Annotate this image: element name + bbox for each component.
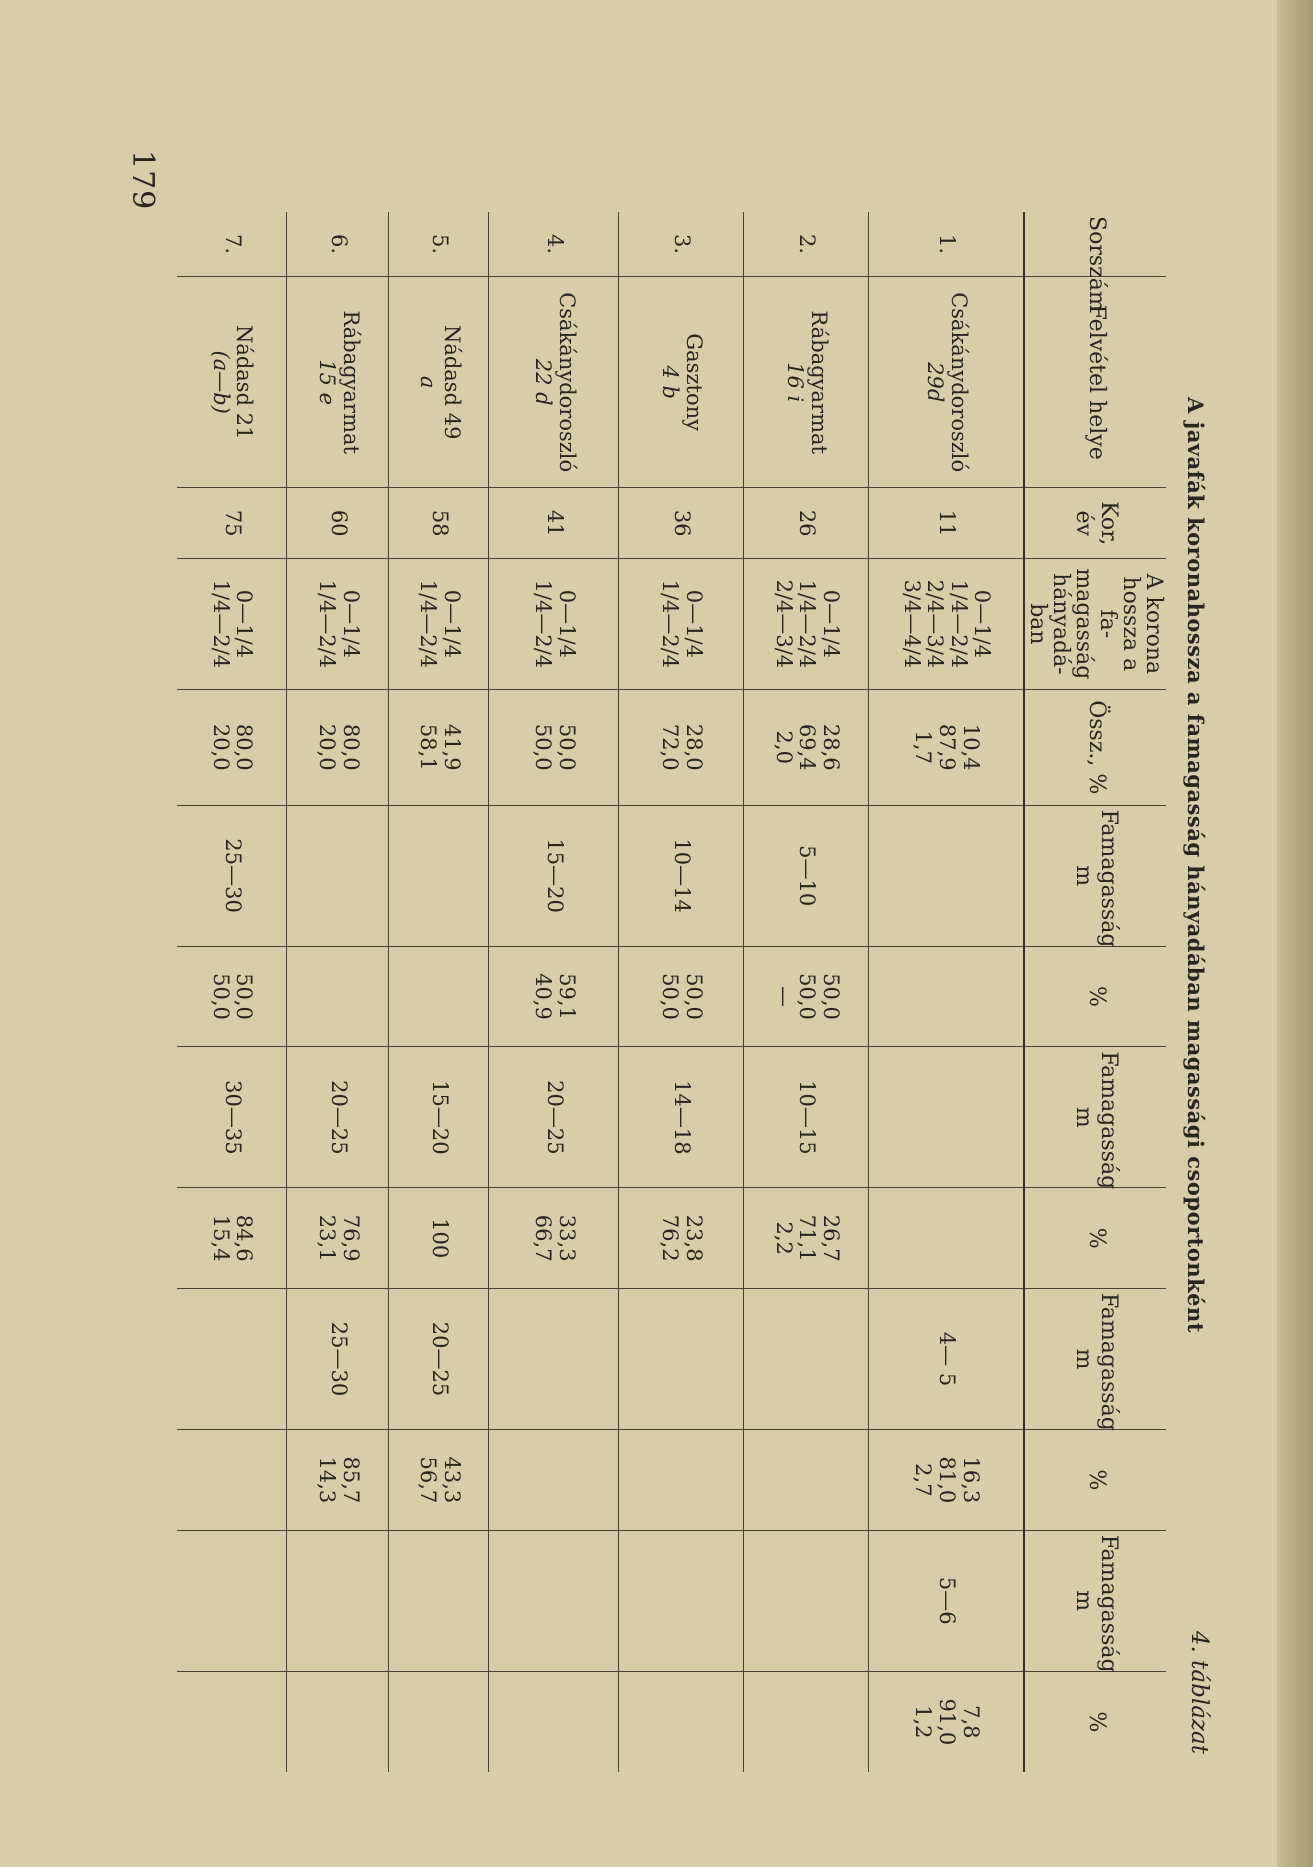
height-class-3	[619, 1289, 744, 1430]
height-class-1: 15—20	[489, 805, 619, 946]
height-pct-2-line: 33,3	[554, 1214, 579, 1262]
height-class-4	[744, 1530, 869, 1671]
height-pct-2-line: 2,2	[771, 1221, 796, 1255]
row-number: 3.	[670, 233, 695, 254]
age-cell: 41	[489, 488, 619, 558]
rotated-table-page	[170, 170, 1218, 1790]
height-pct-2-line: 76,2	[658, 1214, 683, 1262]
place-name: Nádasd 49	[439, 324, 464, 440]
height-pct-2-line: 66,7	[531, 1214, 555, 1262]
age-cell: 36	[619, 488, 744, 558]
header-row	[1024, 212, 1166, 1772]
height-class-4	[619, 1530, 744, 1671]
place-name: Rábagyarmat	[338, 310, 363, 454]
table-row	[744, 212, 869, 1772]
table-title: A javafák koronahossza a famagasság hányadában magassági csoportonként	[1183, 397, 1208, 1333]
total-pct-cell	[744, 689, 869, 805]
height-pct-1-line: 50,0	[658, 973, 683, 1020]
height-pct-1	[287, 946, 389, 1047]
place-cell	[389, 276, 489, 487]
height-pct-4	[619, 1671, 744, 1772]
height-pct-1-line: 50,0	[208, 973, 233, 1020]
height-pct-2-line: 15,4	[208, 1214, 233, 1262]
crown-fraction-cell-line: 2/4—3/4	[771, 579, 796, 669]
height-pct-2-line: 26,7	[818, 1214, 843, 1262]
height-pct-2	[619, 1188, 744, 1289]
height-pct-2-line: 23,8	[682, 1214, 707, 1262]
height-class-1	[869, 805, 1024, 946]
total-pct-cell-line: 80,0	[232, 723, 257, 771]
crown-fraction-cell-line: 0—1/4	[970, 589, 995, 658]
total-pct-cell	[869, 689, 1024, 805]
height-pct-2	[177, 1188, 287, 1289]
scan-binding-edge	[1277, 0, 1313, 1867]
table-label: 4. táblázat	[1186, 1630, 1212, 1754]
height-class-4	[287, 1530, 389, 1671]
height-class-3	[489, 1289, 619, 1430]
height-pct-2	[389, 1188, 489, 1289]
height-pct-4	[287, 1671, 389, 1772]
place-name: Nádasd 21	[232, 324, 257, 440]
place-cell	[869, 276, 1024, 487]
height-class-2: 20—25	[489, 1047, 619, 1188]
crown-fraction-cell	[869, 558, 1024, 689]
table-row	[489, 212, 619, 1772]
crown-fraction-cell	[744, 558, 869, 689]
header-sorszam: Sorszám	[1024, 212, 1166, 276]
height-pct-1-line: 59,1	[554, 973, 579, 1020]
total-pct-cell-line: 2,0	[771, 730, 796, 764]
height-pct-4	[744, 1671, 869, 1772]
crown-fraction-cell-line: 0—1/4	[818, 589, 843, 658]
crown-fraction-cell-line: 0—1/4	[682, 589, 707, 658]
age-cell: 11	[869, 488, 1024, 558]
height-class-3: 25—30	[287, 1289, 389, 1430]
height-pct-2	[287, 1188, 389, 1289]
height-class-2	[869, 1047, 1024, 1188]
header-pct-3: %	[1024, 1430, 1166, 1531]
age-cell: 58	[389, 488, 489, 558]
place-code: (a—b)	[208, 350, 233, 414]
height-pct-3	[619, 1430, 744, 1531]
height-pct-1-line: —	[771, 985, 796, 1007]
height-pct-2-line: 71,1	[795, 1214, 820, 1262]
height-class-3	[177, 1289, 287, 1430]
header-pct-2: %	[1024, 1188, 1166, 1289]
header-height-2: Famagasság m	[1024, 1047, 1166, 1188]
height-pct-4-line: 91,0	[935, 1698, 960, 1746]
table-row	[177, 212, 287, 1772]
crown-fraction-cell	[389, 558, 489, 689]
header-age: Kor, év	[1024, 488, 1166, 558]
height-class-1	[287, 805, 389, 946]
total-pct-cell-line: 20,0	[315, 723, 339, 771]
total-pct-cell-line: 28,6	[818, 723, 843, 771]
height-class-4: 5—6	[869, 1530, 1024, 1671]
height-pct-2-line: 100	[427, 1218, 452, 1259]
height-pct-1	[744, 946, 869, 1047]
crown-fraction-cell-line: 0—1/4	[232, 589, 257, 658]
crown-fraction-cell-line: 1/4—2/4	[658, 579, 683, 669]
total-pct-cell-line: 87,9	[935, 723, 960, 771]
crown-fraction-cell	[177, 558, 287, 689]
height-class-1: 5—10	[744, 805, 869, 946]
crown-length-table	[177, 212, 1166, 1772]
place-cell	[744, 276, 869, 487]
place-name: Csákánydoroszló	[946, 292, 971, 473]
table-row	[287, 212, 389, 1772]
total-pct-cell-line: 69,4	[795, 723, 820, 771]
height-pct-1	[177, 946, 287, 1047]
height-class-2: 15—20	[389, 1047, 489, 1188]
crown-fraction-cell	[489, 558, 619, 689]
crown-fraction-cell-line: 3/4—4/4	[899, 579, 924, 669]
place-code: 29d	[923, 362, 948, 403]
height-pct-4	[177, 1671, 287, 1772]
age-cell: 75	[177, 488, 287, 558]
height-class-4	[177, 1530, 287, 1671]
height-pct-2-line: 23,1	[315, 1214, 339, 1262]
height-pct-3-line: 14,3	[315, 1456, 339, 1504]
height-pct-1	[869, 946, 1024, 1047]
total-pct-cell-line: 20,0	[208, 723, 233, 771]
height-class-1: 10—14	[619, 805, 744, 946]
height-pct-1-line: 50,0	[682, 973, 707, 1020]
height-pct-4	[489, 1671, 619, 1772]
height-pct-4-line: 1,2	[911, 1705, 936, 1739]
height-pct-1	[389, 946, 489, 1047]
height-pct-3-line: 85,7	[338, 1456, 363, 1504]
row-number: 4.	[542, 233, 567, 254]
row-number: 6.	[326, 233, 351, 254]
place-cell	[177, 276, 287, 487]
age-cell: 26	[744, 488, 869, 558]
height-pct-4-line: 7,8	[958, 1705, 983, 1739]
crown-fraction-cell	[287, 558, 389, 689]
height-pct-4	[389, 1671, 489, 1772]
page-number: 179	[125, 150, 160, 211]
header-total: Össz., %	[1024, 689, 1166, 805]
crown-fraction-cell-line: 1/4—2/4	[795, 579, 820, 669]
total-pct-cell	[287, 689, 389, 805]
crown-fraction-cell-line: 2/4—3/4	[923, 579, 948, 669]
height-class-2: 10—15	[744, 1047, 869, 1188]
table-row	[869, 212, 1024, 1772]
place-code: 4 b	[658, 365, 683, 399]
header-height-4: Famagasság m	[1024, 1530, 1166, 1671]
height-pct-3-line: 2,7	[911, 1463, 936, 1497]
height-class-2: 20—25	[287, 1047, 389, 1188]
total-pct-cell-line: 28,0	[682, 723, 707, 771]
place-code: a	[416, 375, 440, 389]
total-pct-cell-line: 41,9	[439, 723, 464, 771]
header-pct-1: %	[1024, 946, 1166, 1047]
total-pct-cell-line: 72,0	[658, 723, 683, 771]
row-number: 1.	[935, 233, 960, 254]
height-pct-2-line: 84,6	[232, 1214, 257, 1262]
height-class-3	[744, 1289, 869, 1430]
height-class-4	[489, 1530, 619, 1671]
height-class-2: 30—35	[177, 1047, 287, 1188]
crown-fraction-cell-line: 0—1/4	[338, 589, 363, 658]
crown-fraction-cell-line: 1/4—2/4	[531, 579, 555, 669]
row-number: 7.	[220, 233, 245, 254]
total-pct-cell-line: 50,0	[531, 723, 555, 771]
crown-fraction-cell-line: 1/4—2/4	[208, 579, 233, 669]
height-pct-4	[869, 1671, 1024, 1772]
height-pct-1	[489, 946, 619, 1047]
height-pct-3	[744, 1430, 869, 1531]
place-cell	[287, 276, 389, 487]
total-pct-cell	[389, 689, 489, 805]
height-pct-1	[619, 946, 744, 1047]
height-class-3: 20—25	[389, 1289, 489, 1430]
table-row	[389, 212, 489, 1772]
place-cell	[489, 276, 619, 487]
place-name: Rábagyarmat	[807, 310, 832, 454]
header-height-1: Famagasság m	[1024, 805, 1166, 946]
total-pct-cell	[489, 689, 619, 805]
total-pct-cell	[177, 689, 287, 805]
height-class-4	[389, 1530, 489, 1671]
height-pct-2-line: 76,9	[338, 1214, 363, 1262]
height-class-1	[389, 805, 489, 946]
height-pct-3	[389, 1430, 489, 1531]
height-pct-1-line: 50,0	[818, 973, 843, 1020]
height-pct-3	[489, 1430, 619, 1531]
height-pct-3-line: 56,7	[416, 1456, 440, 1504]
table-row	[619, 212, 744, 1772]
place-name: Csákánydoroszló	[554, 292, 579, 473]
height-pct-3	[287, 1430, 389, 1531]
height-pct-1-line: 50,0	[795, 973, 820, 1020]
height-pct-1-line: 40,9	[531, 973, 555, 1020]
crown-fraction-cell-line: 1/4—2/4	[315, 579, 339, 669]
header-height-3: Famagasság m	[1024, 1289, 1166, 1430]
place-code: 22 d	[531, 358, 555, 406]
crown-fraction-cell-line: 1/4—2/4	[416, 579, 440, 669]
crown-fraction-cell	[619, 558, 744, 689]
row-number: 5.	[427, 233, 452, 254]
crown-fraction-cell-line: 0—1/4	[554, 589, 579, 658]
place-code: 16 i	[783, 362, 808, 403]
height-class-2: 14—18	[619, 1047, 744, 1188]
row-number: 2.	[795, 233, 820, 254]
crown-fraction-cell-line: 0—1/4	[439, 589, 464, 658]
height-class-3: 4— 5	[869, 1289, 1024, 1430]
crown-fraction-cell-line: 1/4—2/4	[946, 579, 971, 669]
height-pct-2	[489, 1188, 619, 1289]
height-pct-1-line: 50,0	[232, 973, 257, 1020]
height-class-1: 25—30	[177, 805, 287, 946]
height-pct-3	[869, 1430, 1024, 1531]
header-crown: A korona hossza a fa- magasság hányadá- ban	[1024, 558, 1166, 689]
height-pct-3-line: 81,0	[935, 1456, 960, 1504]
age-cell: 60	[287, 488, 389, 558]
total-pct-cell-line: 58,1	[416, 723, 440, 771]
total-pct-cell-line: 10,4	[958, 723, 983, 771]
total-pct-cell-line: 80,0	[338, 723, 363, 771]
total-pct-cell	[619, 689, 744, 805]
total-pct-cell-line: 1,7	[911, 730, 936, 764]
total-pct-cell-line: 50,0	[554, 723, 579, 771]
height-pct-2	[869, 1188, 1024, 1289]
height-pct-3	[177, 1430, 287, 1531]
place-code: 15 e	[315, 359, 339, 406]
header-place: Felvétel helye	[1024, 276, 1166, 487]
height-pct-3-line: 43,3	[439, 1456, 464, 1504]
header-pct-4: %	[1024, 1671, 1166, 1772]
place-cell	[619, 276, 744, 487]
place-name: Gasztony	[682, 333, 707, 431]
height-pct-3-line: 16,3	[958, 1456, 983, 1504]
height-pct-2	[744, 1188, 869, 1289]
